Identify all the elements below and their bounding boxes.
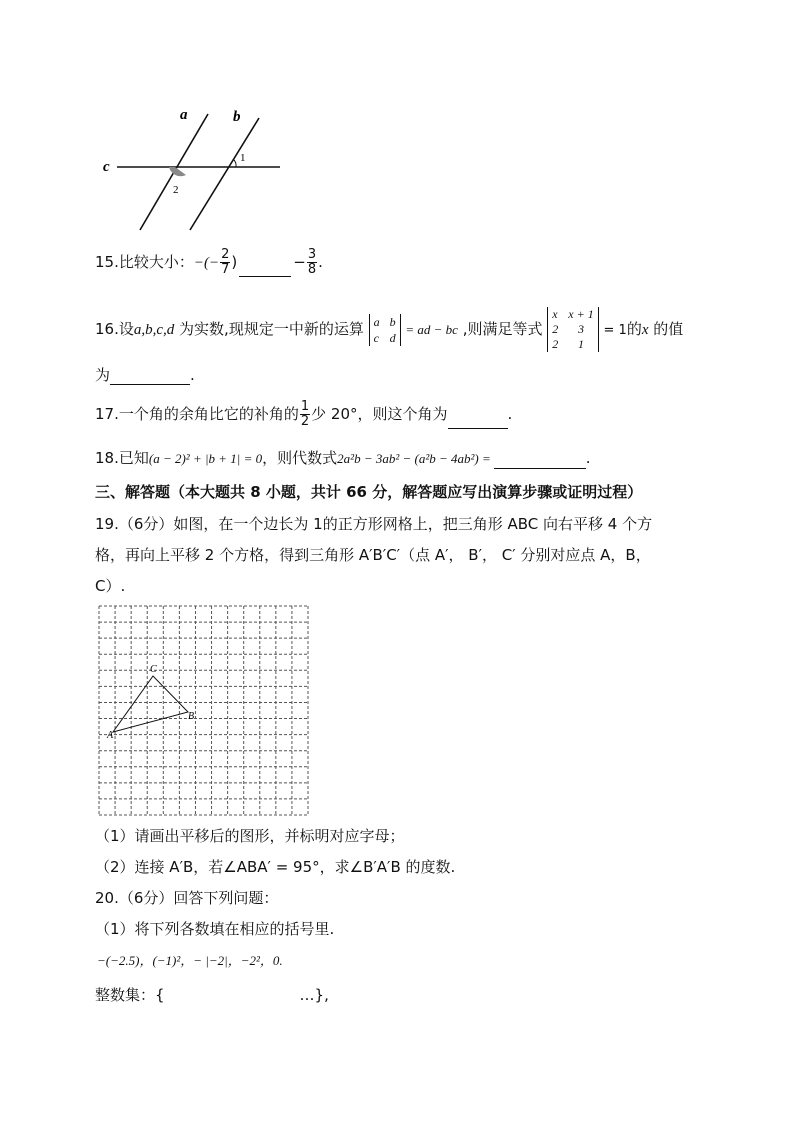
question-20: 20.（6分）回答下列问题： — [95, 889, 279, 907]
integer-set-line: 整数集：{ …}, — [95, 986, 329, 1004]
question-17: 17.一个角的余角比它的补角的 $\frac{1}{2}$ 少 20°，则这个角为 . — [95, 399, 513, 429]
label-1: 1 — [240, 152, 246, 164]
label-c: c — [103, 159, 110, 175]
label-2: 2 — [173, 184, 179, 196]
question-20-numbers: −(−2.5)，(−1)²，− |−2|，−2²，0. — [97, 953, 283, 968]
section-3-heading: 三、解答题（本大题共 8 小题，共计 66 分，解答题应写出演算步骤或证明过程） — [95, 483, 643, 501]
question-19-line-3: C）. — [95, 577, 126, 595]
label-A: A — [107, 730, 114, 741]
label-a: a — [180, 107, 188, 123]
line-b — [190, 118, 259, 230]
question-18: 18.已知(a − 2)² + |b + 1| = 0，则代数式2a²b − 3ab² − (a²b − 4ab²) = . — [95, 449, 591, 467]
parallel-lines-figure — [95, 100, 295, 235]
question-19-sub-1: （1）请画出平移后的图形，并标明对应字母； — [95, 827, 405, 845]
question-19-sub-2: （2）连接 A′B，若∠ABA′ = 95°，求∠B′A′B 的度数. — [95, 858, 456, 876]
question-16-answer: 为 . — [95, 366, 195, 384]
determinant-definition: a b c d — [369, 314, 401, 346]
question-19-line-1: 19.（6分）如图，在一个边长为 1的正方形网格上，把三角形 ABC 向右平移 4 个方 — [95, 515, 653, 533]
question-15: 15.比较大小：−(− $\frac{2}{7}$ ) − $\frac{3}{8}$ . — [95, 247, 323, 277]
label-B: B — [188, 711, 195, 722]
grid-lines — [99, 606, 308, 815]
label-C: C — [150, 664, 157, 675]
square-grid-figure — [98, 605, 310, 817]
question-19-line-2: 格，再向上平移 2 个方格，得到三角形 A′B′C′（点 A′， B′， C′ 分别对应点 A，B， — [95, 546, 651, 564]
triangle-abc — [113, 676, 188, 732]
question-16: 16.设a,b,c,d 为实数,现规定一中新的运算 a b c d = ad − bc ,则满足等式 x x + 1 2 3 2 1 = 1的x 的值 — [95, 307, 684, 351]
label-b: b — [233, 109, 241, 125]
determinant-equation: x x + 1 2 3 2 1 — [547, 307, 598, 352]
question-20-sub-1: （1）将下列各数填在相应的括号里. — [95, 920, 335, 938]
